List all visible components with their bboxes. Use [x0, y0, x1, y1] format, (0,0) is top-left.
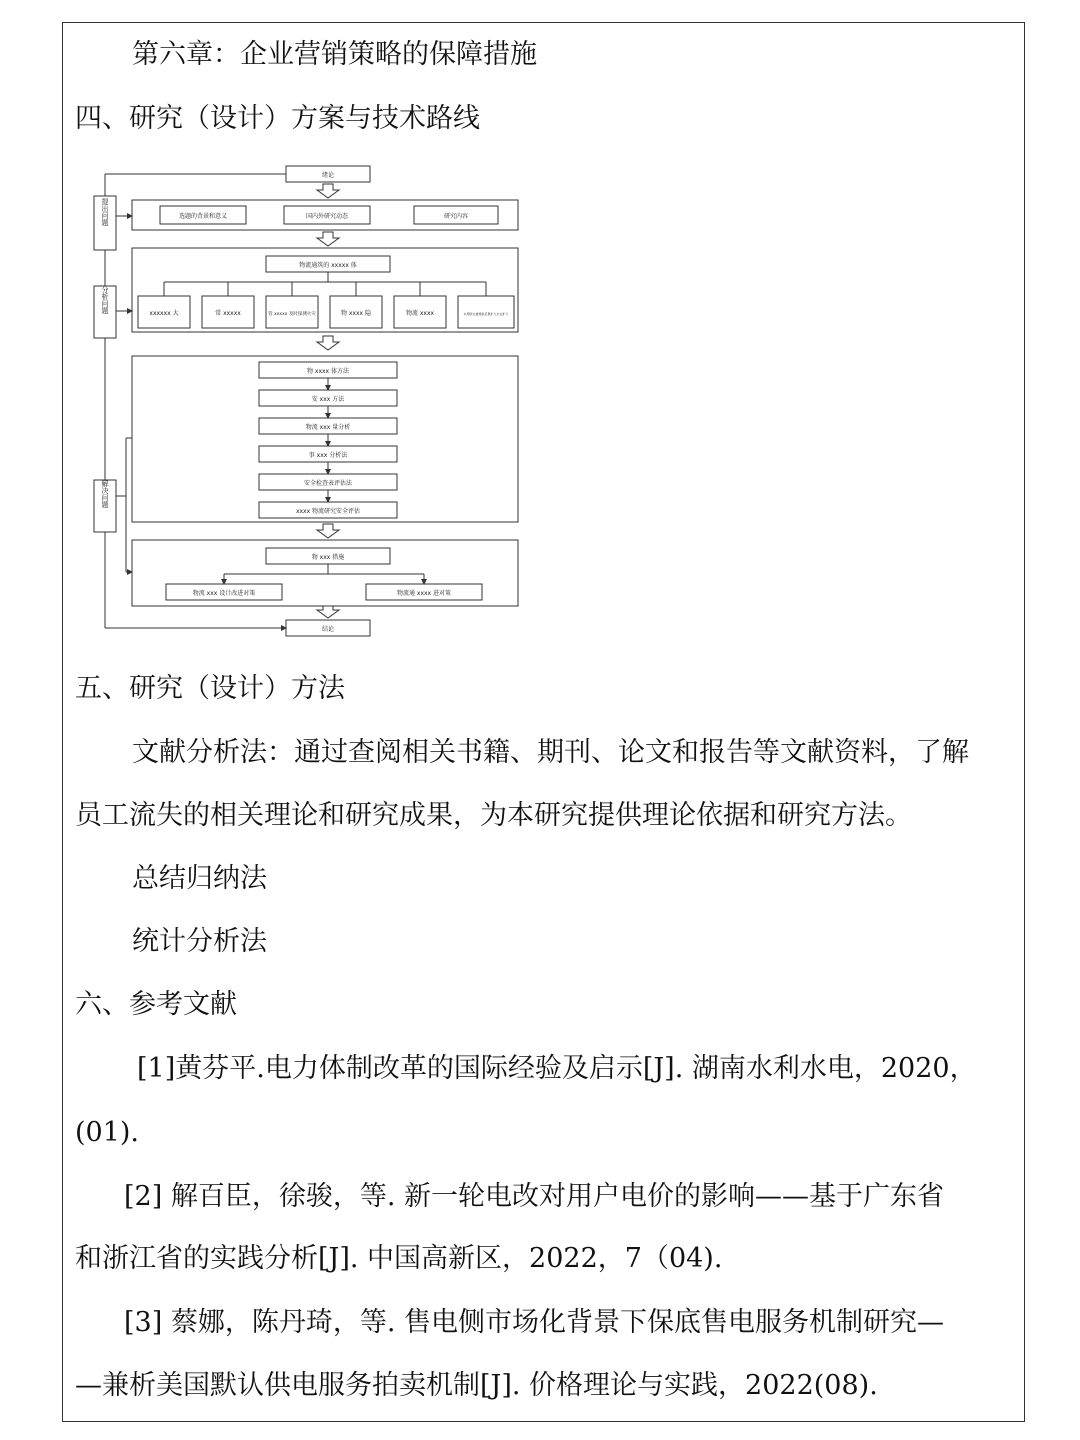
start-label: 绪论	[321, 172, 335, 179]
end-label: 结论	[321, 626, 335, 633]
method-1: 物 xxxx 体方法	[306, 368, 350, 375]
reference-1-line-1: [1]黄芬平.电力体制改革的国际经验及启示[J]. 湖南水利水电，2020，	[137, 1053, 977, 1084]
chapter-six-line: 第六章：企业营销策略的保障措施	[132, 39, 537, 70]
analysis-item-5: 物流 xxxx	[405, 310, 435, 317]
method-3: 物流 xxx 量分析	[305, 424, 351, 431]
row1-item-1: 选题的背景和意义	[178, 213, 228, 220]
stage-label-3: 解决问题	[101, 480, 109, 508]
reference-3-line-2: —兼析美国默认供电服务拍卖机制[J]. 价格理论与实践，2022(08).	[75, 1370, 878, 1401]
flowchart-svg	[86, 156, 524, 650]
section-five-heading: 五、研究（设计）方法	[75, 673, 345, 704]
measure-2: 物流通 xxxx 进对策	[396, 590, 452, 597]
reference-1-line-2: (01).	[75, 1117, 140, 1148]
method-2: 安 xxx 方法	[311, 396, 345, 403]
analysis-item-6: 未用防火措施致后果扩大火灾扩大	[463, 312, 509, 316]
reference-2-line-2: 和浙江省的实践分析[J]. 中国高新区，2022，7（04).	[75, 1243, 723, 1274]
analysis-item-2: 常 xxxxx	[215, 310, 241, 317]
method-3-line: 统计分析法	[132, 926, 267, 957]
method-1-line-1: 文献分析法：通过查阅相关书籍、期刊、论文和报告等文献资料，了解	[132, 737, 969, 768]
analysis-head: 物流通筑的 xxxxx 体	[299, 262, 357, 269]
method-6: xxxx 物流研究安全评估	[295, 508, 361, 515]
stage-label-1: 提出问题	[101, 198, 109, 226]
section-four-heading: 四、研究（设计）方案与技术路线	[75, 103, 480, 134]
technical-route-diagram	[86, 156, 524, 650]
reference-3-line-1: [3] 蔡娜，陈丹琦，等. 售电侧市场化背景下保底售电服务机制研究—	[124, 1307, 944, 1338]
section-frame-4	[132, 540, 518, 606]
method-4: 事 xxx 分析法	[308, 452, 348, 459]
analysis-item-3: 管 xxxxx 及时探测火灾	[268, 312, 316, 317]
reference-2-line-1: [2] 解百臣，徐骏，等. 新一轮电改对用户电价的影响——基于广东省	[124, 1181, 944, 1212]
row1-item-3: 研究内容	[443, 213, 469, 220]
measures-head: 物 xxx 措施	[311, 554, 345, 561]
section-six-heading: 六、参考文献	[75, 989, 237, 1020]
method-1-line-2: 员工流失的相关理论和研究成果，为本研究提供理论依据和研究方法。	[75, 800, 912, 831]
method-5: 安全检查表评估法	[303, 480, 353, 487]
analysis-item-4: 物 xxxx 隐	[340, 310, 372, 317]
measure-1: 物流 xxx 设计改进对策	[192, 590, 256, 597]
method-2-line: 总结归纳法	[132, 863, 267, 894]
row1-item-2: 国内外研究动态	[305, 213, 349, 220]
analysis-item-1: xxxxxx 大	[149, 310, 179, 317]
stage-label-2: 分析问题	[101, 286, 109, 314]
section-frame-3	[132, 356, 518, 522]
